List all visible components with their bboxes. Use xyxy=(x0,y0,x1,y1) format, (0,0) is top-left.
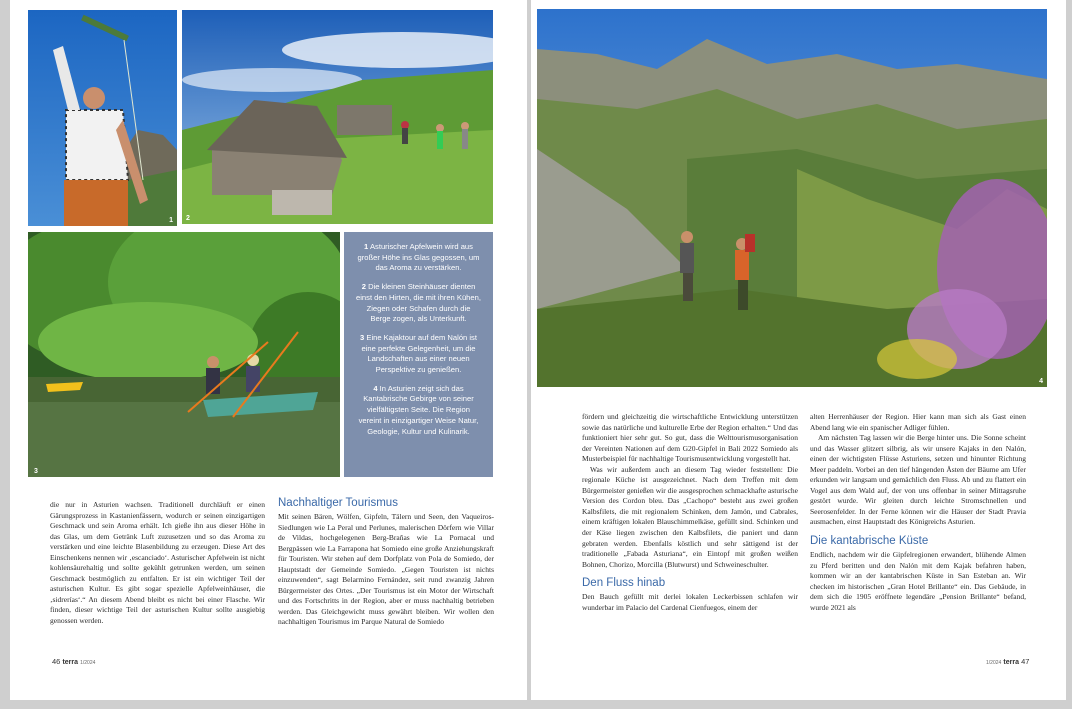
right-col2-paragraph-3: Endlich, nachdem wir die Gipfelregionen erwandert, blühende Almen zu Pferd beritten und den Nalón mit dem Kajak befahren haben, kommen wir an der kantabrischen Küste in San Esteban an. Wir checken im historischen „Gran Hotel Brillante“ ein. Das Gebäude, in dem sich die 1905 eröffnete legendäre „Pension Brillante“ befand, wurde 2021 als xyxy=(810,550,1026,612)
kayak-river-image xyxy=(28,232,340,477)
section-heading-nachhaltiger-tourismus: Nachhaltiger Tourismus xyxy=(278,497,398,509)
left-text-column-1 xyxy=(50,500,265,627)
photo-captions-box xyxy=(344,232,493,477)
photo-stone-huts xyxy=(182,10,493,224)
photo-kayak-river xyxy=(28,232,340,477)
stone-huts-image xyxy=(182,10,493,224)
photo-cider-pourer xyxy=(28,10,177,226)
cider-pourer-image xyxy=(28,10,177,226)
issue-number: 1/2024 xyxy=(80,660,96,666)
right-page xyxy=(531,0,1066,700)
right-col1-paragraph-1: fördern und gleichzeitig die wirtschaftliche Entwicklung unterstützen sowie das natürliche und kulturelle Erbe der Region erhalten.“ Und das funktioniert hier sehr gut. So gut, dass die Welttourismusorganisation der Vereinten Nationen auf dem G20-Gipfel in Bali 2022 Somiedo als Musterbeispiel für nachhaltige Tourismusentwicklung vorgestellt hat. xyxy=(582,412,798,464)
photo-number-1: 1 xyxy=(169,217,173,224)
left-text-column-2 xyxy=(278,496,494,628)
caption-2: 2 Die kleinen Steinhäuser dienten einst den Hirten, die mit ihren Kühen, Ziegen oder Schafen durch die Berge zogen, als Unterkunft. xyxy=(356,282,481,324)
page-number: 47 xyxy=(1021,657,1030,666)
right-col2-paragraph-1: alten Herrenhäuser der Region. Hier kann man sich als Gast einen Abend lang wie ein spanischer Adliger fühlen. xyxy=(810,412,1026,432)
left-col1-paragraph: die nur in Asturien wachsen. Traditionell durchläuft er einen Gärungsprozess in Kastanienfässern, wodurch er seinen einzigartigen Geschmack und sein Aroma erhält. Ich gieße ihn aus dieser Höhe in das Glas, um dem Getränk Luft zuzusetzen und so das Aroma zu verstärken und eine leichte Blasenbildung zu erzeugen. Diese Art des Einschenkens nennen wir ‚escanciado‘. Asturischer Apfelwein ist nicht kohlensäurehaltig und sollte gekühlt getrunken werden, um seinen Geschmack bestmöglich zu entfalten. Er ist ein wichtiger Teil der asturischen Kultur. Es gibt sogar spezielle Apfelweinhäuser, die ‚sidrerías‘.“ An diesem Abend bleibt es nicht bei einer Flasche. Wir finden, dieser wichtige Teil der asturischen Kultur sollte ausgiebig genossen werden. xyxy=(50,500,265,626)
mountain-hikers-image xyxy=(537,9,1047,387)
left-page xyxy=(10,0,527,700)
right-col1-paragraph-3: Den Bauch gefüllt mit derlei lokalen Leckerbissen schlafen wir wunderbar im Palacio del Cardenal Cienfuegos, einem der xyxy=(582,592,798,612)
magazine-name: terra xyxy=(62,659,79,666)
photo-number-2: 2 xyxy=(186,215,190,222)
issue-number: 1/2024 xyxy=(986,660,1002,666)
photo-number-3: 3 xyxy=(34,468,38,475)
right-col1-paragraph-2: Was wir außerdem auch an diesem Tag wieder feststellen: Die regionale Küche ist ausgezeichnet. Nach dem Treffen mit dem Bürgermeister genießen wir die ausgesprochen schmackhafte asturische Version des Cordon bleu. Das „Cachopo“ besteht aus zwei großen Kalbsfilets, die mit regionalem Schinken, dem Jamón, und Cabrales, einem kräftigen lokalen Blauschimmelkäse, gefüllt sind. Schinken und der Käse liegen zwischen den Kalbsfilets, die paniert und dann gebraten werden. Ebenfalls köstlich und sehr sättigend ist der traditionelle „Fabada Asturiana“, ein Eintopf mit großen weißen Bohnen, Chorizo, Morcilla (Blutwurst) und Schweineschulter. xyxy=(582,464,798,569)
left-page-footer xyxy=(52,657,95,666)
page-number: 46 xyxy=(52,657,61,666)
caption-1: 1 Asturischer Apfelwein wird aus großer Höhe ins Glas gegossen, um das Aroma zu verstärken. xyxy=(357,242,480,273)
magazine-name: terra xyxy=(1003,659,1019,666)
photo-number-4: 4 xyxy=(1039,378,1043,385)
right-text-column-1 xyxy=(582,412,798,613)
section-heading-den-fluss-hinab: Den Fluss hinab xyxy=(582,577,666,590)
caption-3: 3 Eine Kajaktour auf dem Nalón ist eine perfekte Gelegenheit, um die Landschaften aus einer neuen Perspektive zu genießen. xyxy=(360,332,477,375)
right-col2-paragraph-2: Am nächsten Tag lassen wir die Berge hinter uns. Die Sonne scheint und das Wasser glitzert silbrig, als wir unsere Kajaks in den Nalón, einen der wichtigsten Flüsse Asturiens, setzen und hinunter Richtung Meer paddeln. Vorbei an den tief hängenden Ästen der Bäume am Ufer erkunden wir langsam und gemächlich den Fluss. Ab und zu flattert ein Vogel aus dem Wald auf, der von uns offenbar in seiner Mittagsruhe gestört wurde. Wir gleiten durch leichte Stromschnellen und Seerosenfelder. In der Ferne können wir die Häuser der Stadt Pravia ausmachen, einst Hauptstadt des Königreichs Asturien. xyxy=(810,433,1026,527)
right-page-footer xyxy=(986,657,1029,666)
photo-mountain-hikers xyxy=(537,9,1047,387)
left-col2-paragraph: Mit seinen Bären, Wölfen, Gipfeln, Tälern und Seen, den Vaqueiros-Siedlungen wie La Peral und Perlunes, malerischen Dörfern wie Villar de Vildas, hochgelegenen Berg-Brañas wie La Pornacal und Bergpässen wie La Farrapona hat Somiedo eine große Anziehungskraft für Touristen. Wir stehen auf dem Dorfplatz von Pola de Somiedo, der Hauptstadt der Gemeinde Somiedo. „Gegen Touristen ist nichts einzuwenden“, sagt Belarmino Fernández, seit rund zwanzig Jahren Bürgermeister des Ortes. „Der Tourismus ist ein Motor der Wirtschaft und des Fortschritts in der Region, aber er muss nachhaltig betrieben werden. Das Gleichgewicht muss gewährt bleiben. Wir wollen den nachhaltigen Tourismus im Parque Natural de Somiedo xyxy=(278,512,494,627)
right-text-column-2 xyxy=(810,412,1026,613)
section-heading-die-kantabrische-kueste: Die kantabrische Küste xyxy=(810,535,929,548)
caption-4: 4 In Asturien zeigt sich das Kantabrische Gebirge von seiner vielfältigsten Seite. Die Region vereint in einzigartiger Weise Natur, Geologie, Kultur und Kulinarik. xyxy=(358,383,479,436)
